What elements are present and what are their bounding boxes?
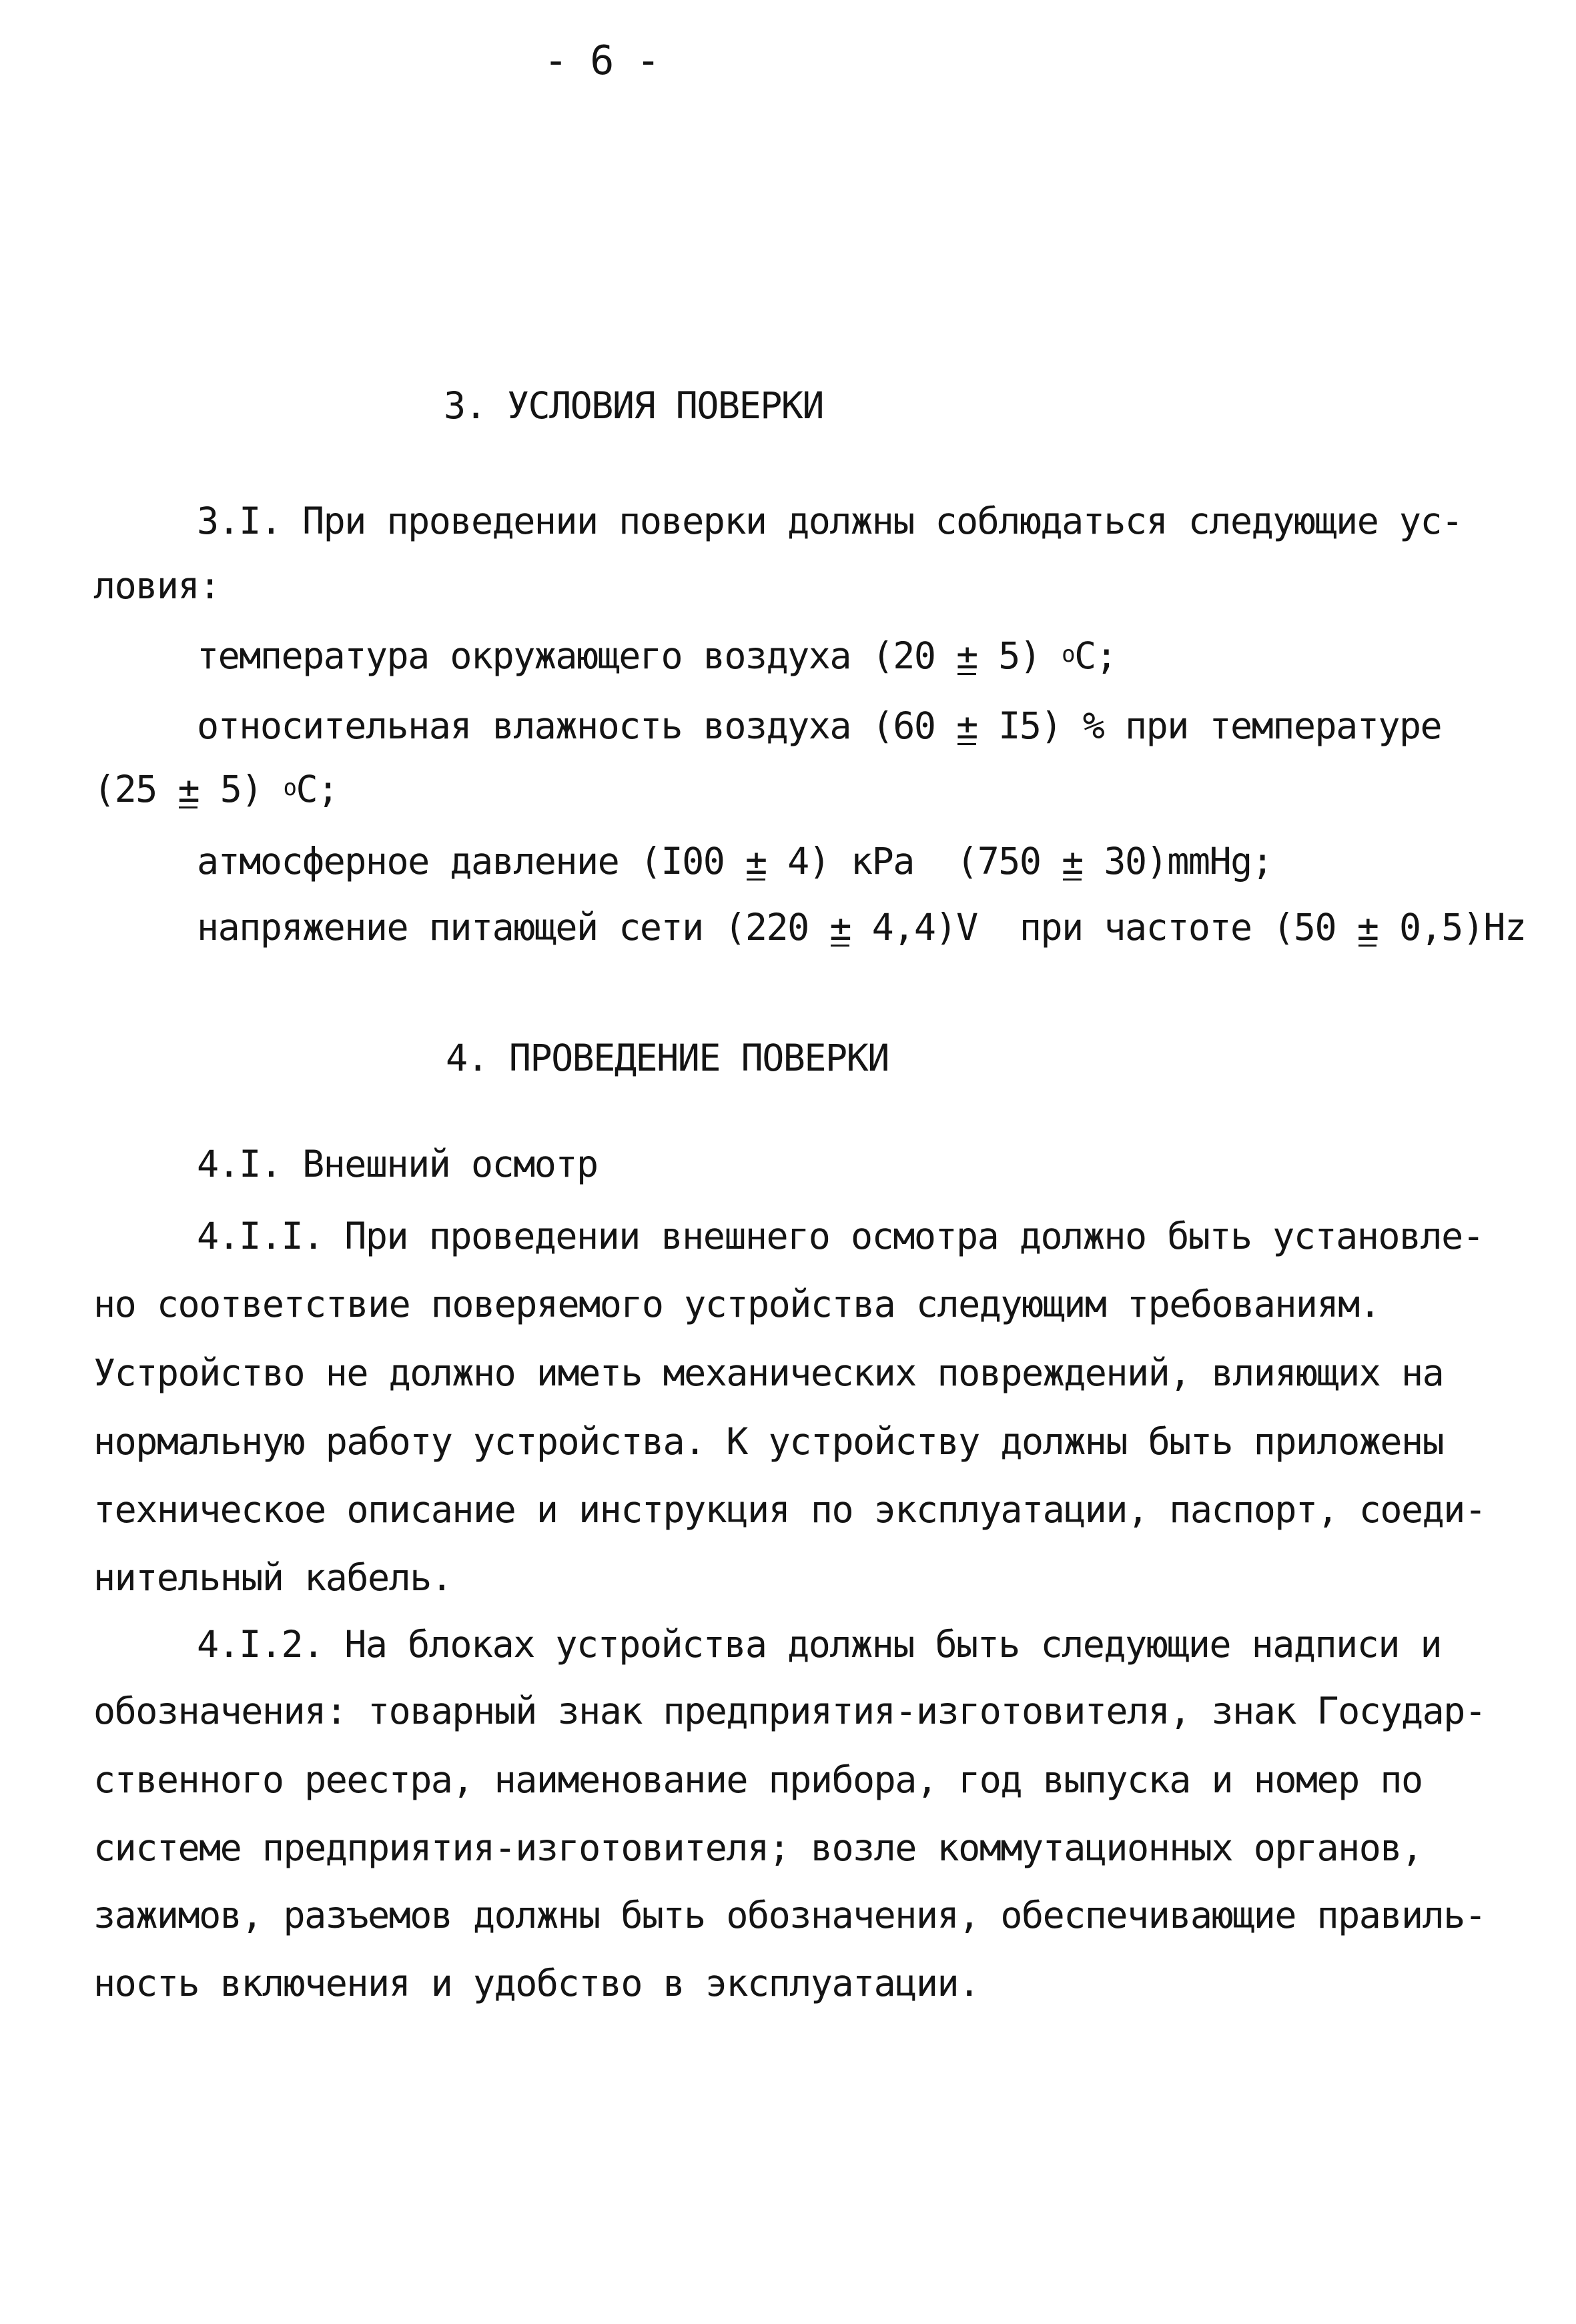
clause-4-1-1-line: 4.I.I. При проведении внешнего осмотра должно быть установле- [197, 1215, 1484, 1257]
condition-temperature: температура окружающего воздуха (20 ± 5) $^о$С; [197, 634, 1117, 677]
clause-3-1-line-1: 3.I. При проведении поверки должны соблюдаться следующие ус- [197, 500, 1463, 542]
clause-4-1-2-line: системе предприятия-изготовителя; возле коммутационных органов, [93, 1826, 1423, 1869]
condition-humidity: относительная влажность воздуха (60 ± I5) % при температуре [197, 704, 1442, 747]
subsection-4-1-heading: 4.I. Внешний осмотр [197, 1143, 598, 1185]
condition-voltage: напряжение питающей сети (220 ± 4,4)V при частоте (50 ± 0,5)Hz [197, 906, 1526, 949]
clause-4-1-1-line: нормальную работу устройства. К устройству должны быть приложены [93, 1420, 1444, 1463]
clause-4-1-1-line: техническое описание и инструкция по эксплуатации, паспорт, соеди- [93, 1488, 1486, 1531]
section-4-heading: 4. ПРОВЕДЕНИЕ ПОВЕРКИ [446, 1037, 889, 1079]
clause-4-1-2-line: обозначения: товарный знак предприятия-изготовителя, знак Государ- [93, 1690, 1486, 1732]
page-number: - 6 - [544, 37, 660, 84]
clause-4-1-1-line: Устройство не должно иметь механических повреждений, влияющих на [93, 1351, 1444, 1394]
clause-4-1-2-line: ственного реестра, наименование прибора, год выпуска и номер по [93, 1758, 1423, 1801]
clause-4-1-2-line: зажимов, разъемов должны быть обозначения, обеспечивающие правиль- [93, 1894, 1486, 1936]
clause-4-1-1-line: но соответствие поверяемого устройства следующим требованиям. [93, 1283, 1381, 1325]
clause-3-1-line-2: ловия: [93, 564, 220, 607]
clause-4-1-2-line: ность включения и удобство в эксплуатации. [93, 1962, 979, 2004]
section-3-heading: 3. УСЛОВИЯ ПОВЕРКИ [444, 384, 824, 427]
clause-4-1-1-line: нительный кабель. [93, 1556, 452, 1599]
clause-4-1-2-line: 4.I.2. На блоках устройства должны быть следующие надписи и [197, 1623, 1442, 1666]
condition-humidity-temperature: (25 ± 5) $^о$С; [93, 768, 338, 810]
condition-pressure: атмосферное давление (I00 ± 4) кРа (750 ± 30)mmHg; [197, 840, 1273, 883]
